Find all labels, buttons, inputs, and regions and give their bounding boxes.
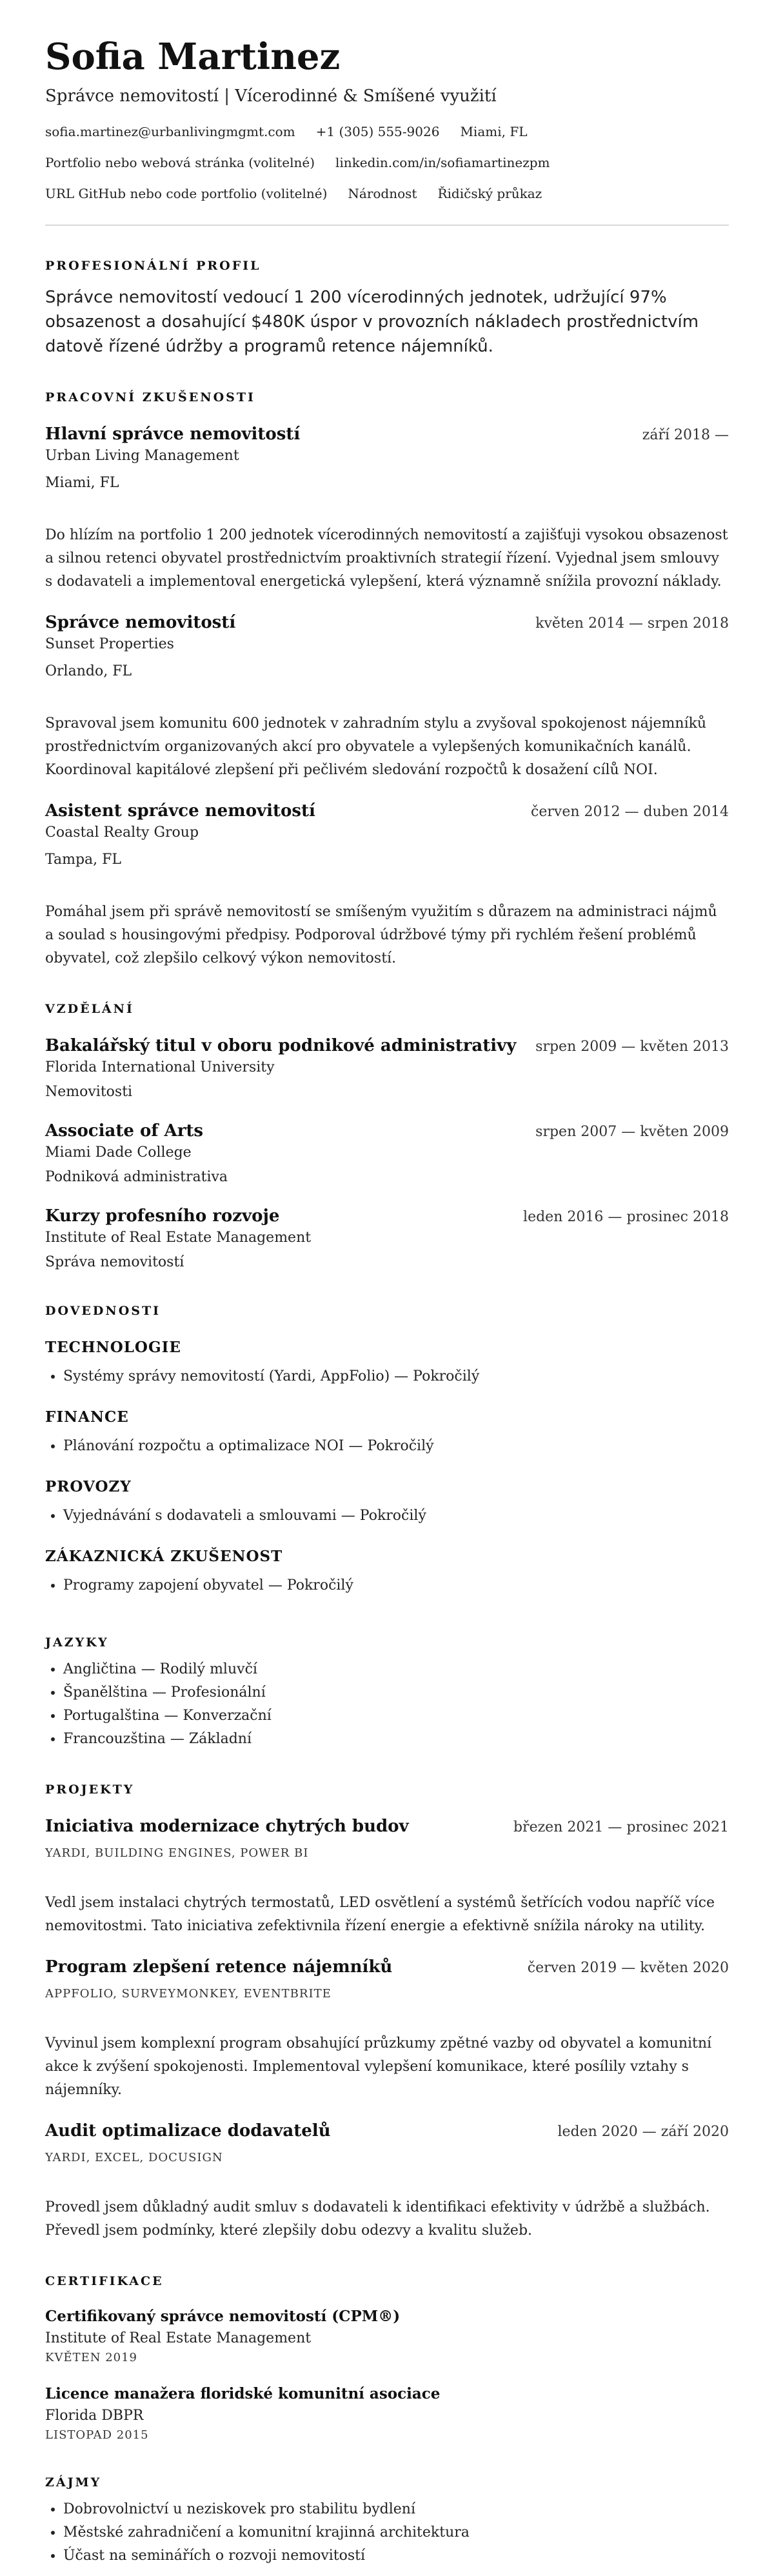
experience-entry [45, 800, 729, 970]
cert-title: Certifikovaný správce nemovitostí (CPM®) [45, 2308, 401, 2325]
language-item: • Angličtina — Rodilý mluvčí [63, 1658, 729, 1681]
degree-field: Podniková administrativa [45, 1169, 228, 1185]
linkedin-link[interactable]: linkedin.com/in/sofiamartinezpm [335, 155, 550, 170]
skill-item: • Programy zapojení obyvatel — Pokročilý [63, 1574, 729, 1597]
job-date: květen 2014 — srpen 2018 [535, 615, 729, 632]
job-title: Asistent správce nemovitostí [45, 801, 315, 821]
job-company: Urban Living Management [45, 448, 239, 464]
interest-item: • Účast na seminářích o rozvoji nemovitostí [63, 2544, 729, 2568]
job-date: červen 2012 — duben 2014 [531, 804, 729, 820]
email-link[interactable]: sofia.martinez@urbanlivingmgmt.com [45, 124, 295, 139]
degree-school: Florida International University [45, 1059, 275, 1075]
job-title: Správce nemovitostí [45, 613, 236, 632]
education-heading: VZDĚLÁNÍ [45, 1002, 134, 1016]
project-description: Vedl jsem instalaci chytrých termostatů, LED osvětlení a systémů šetřících vodou napříč více nemovitostmi. Tato iniciativa zefektivnila řízení energie a efektivně snížila nároky na utility. [45, 1895, 715, 1934]
skill-item: • Plánování rozpočtu a optimalizace NOI — Pokročilý [63, 1435, 729, 1458]
contact-row-extra [45, 185, 729, 203]
interest-item: • Dobrovolnictví u neziskovek pro stabilitu bydlení [63, 2498, 729, 2521]
contact-row-links [45, 154, 729, 172]
job-title: Hlavní správce nemovitostí [45, 424, 301, 444]
experience-entry [45, 423, 729, 594]
project-title: Program zlepšení retence nájemníků [45, 1957, 393, 1977]
location-text: Miami, FL [460, 124, 528, 139]
license-text: Řidičský průkaz [437, 186, 542, 201]
projects-heading: PROJEKTY [45, 1782, 135, 1797]
certifications-heading: CERTIFIKACE [45, 2274, 164, 2288]
job-description: Pomáhal jsem při správě nemovitostí se smíšeným využitím s důrazem na administraci nájmů a soulad s housingovými předpisy. Podporoval údržbové týmy při rychlém řešení problémů obyvatel, což zlepšilo celkový výkon nemovitostí. [45, 904, 717, 966]
profile-text: Správce nemovitostí vedoucí 1 200 vícerodinných jednotek, udržující 97% obsazenost a dosahující $480K úspor v provozních nákladech prostřednictvím datově řízené údržby a programů retence nájemníků. [45, 288, 699, 356]
skill-category: FINANCE [45, 1408, 129, 1426]
project-tech: YARDI, EXCEL, DOCUSIGN [45, 2151, 223, 2164]
candidate-subtitle: Správce nemovitostí | Vícerodinné & Smíšené využití [45, 86, 497, 106]
skill-category: PROVOZY [45, 1478, 132, 1495]
skill-list [45, 1574, 729, 1597]
project-tech: YARDI, BUILDING ENGINES, POWER BI [45, 1846, 309, 1860]
phone-number: +1 (305) 555-9026 [315, 124, 440, 139]
job-company: Sunset Properties [45, 636, 174, 652]
job-date: září 2018 — [642, 427, 729, 443]
cert-issuer: Florida DBPR [45, 2408, 144, 2424]
language-item: • Španělština — Profesionální [63, 1681, 729, 1704]
nationality-text: Národnost [348, 186, 417, 201]
contact-row-primary [45, 123, 729, 141]
degree-field: Nemovitosti [45, 1084, 133, 1100]
job-description: Do hlízím na portfolio 1 200 jednotek vícerodinných nemovitostí a zajišťuji vysokou obsazenost a silnou retenci obyvatel prostřednictvím proaktivních strategií řízení. Vyjednal jsem smlouvy s dodavateli a implementoval energetická vylepšení, která významně snížila provozní náklady. [45, 527, 728, 590]
languages-heading: JAZYKY [45, 1635, 109, 1650]
degree-date: srpen 2009 — květen 2013 [535, 1039, 729, 1055]
project-title: Iniciativa modernizace chytrých budov [45, 1817, 409, 1836]
experience-heading: PRACOVNÍ ZKUŠENOSTI [45, 390, 255, 404]
project-date: červen 2019 — květen 2020 [527, 1960, 729, 1976]
cert-issuer: Institute of Real Estate Management [45, 2330, 312, 2346]
job-location: Miami, FL [45, 475, 119, 491]
job-location: Tampa, FL [45, 852, 122, 868]
project-description: Vyvinul jsem komplexní program obsahující průzkumy zpětné vazby od obyvatel a komunitní akce k zvýšení spokojenosti. Implementoval vylepšení komunikace, které posílily vztahy s nájemníky. [45, 2035, 712, 2098]
experience-entry [45, 612, 729, 782]
cert-date: KVĚTEN 2019 [45, 2351, 138, 2364]
project-date: březen 2021 — prosinec 2021 [513, 1819, 729, 1835]
skill-list [45, 1435, 729, 1458]
education-entry [45, 1035, 729, 1102]
degree-title: Bakalářský titul v oboru podnikové administrativy [45, 1036, 517, 1055]
skill-list [45, 1365, 729, 1388]
candidate-name: Sofia Martinez [45, 35, 341, 78]
github-link[interactable]: URL GitHub nebo code portfolio (volitelné) [45, 186, 328, 201]
skill-item: • Vyjednávání s dodavateli a smlouvami — Pokročilý [63, 1504, 729, 1528]
degree-date: leden 2016 — prosinec 2018 [523, 1209, 729, 1225]
project-date: leden 2020 — září 2020 [557, 2124, 729, 2140]
cert-date: LISTOPAD 2015 [45, 2428, 149, 2442]
language-item: • Portugalština — Konverzační [63, 1704, 729, 1728]
interest-item: • Městské zahradničení a komunitní krajinná architektura [63, 2521, 729, 2544]
degree-date: srpen 2007 — květen 2009 [535, 1124, 729, 1140]
degree-school: Miami Dade College [45, 1144, 192, 1161]
interest-list [45, 2498, 729, 2568]
skill-item: • Systémy správy nemovitostí (Yardi, AppFolio) — Pokročilý [63, 1365, 729, 1388]
cert-title: Licence manažera floridské komunitní asociace [45, 2385, 441, 2402]
project-entry [45, 1956, 729, 2102]
header-divider [45, 225, 729, 226]
profile-heading: PROFESIONÁLNÍ PROFIL [45, 259, 261, 273]
language-item: • Francouzština — Základní [63, 1728, 729, 1751]
project-description: Provedl jsem důkladný audit smluv s dodavateli k identifikaci efektivity v údržbě a službách. Převedl jsem podmínky, které zlepšily dobu odezvy a kvalitu služeb. [45, 2199, 710, 2239]
degree-school: Institute of Real Estate Management [45, 1230, 312, 1246]
project-tech: APPFOLIO, SURVEYMONKEY, EVENTBRITE [45, 1987, 332, 2001]
skill-category: ZÁKAZNICKÁ ZKUŠENOST [45, 1548, 283, 1565]
portfolio-link[interactable]: Portfolio nebo webová stránka (volitelné) [45, 155, 315, 170]
job-location: Orlando, FL [45, 663, 132, 679]
degree-title: Associate of Arts [45, 1121, 204, 1141]
interests-heading: ZÁJMY [45, 2475, 102, 2490]
job-company: Coastal Realty Group [45, 824, 199, 841]
project-title: Audit optimalizace dodavatelů [45, 2121, 331, 2141]
skill-category: TECHNOLOGIE [45, 1339, 181, 1356]
project-entry [45, 2120, 729, 2242]
degree-field: Správa nemovitostí [45, 1254, 184, 1270]
language-list [45, 1658, 729, 1751]
degree-title: Kurzy profesního rozvoje [45, 1206, 280, 1226]
job-description: Spravoval jsem komunitu 600 jednotek v zahradním stylu a zvyšoval spokojenost nájemníků prostřednictvím organizovaných akcí pro obyvatele a vylepšených komunikačních kanálů. Koordinoval kapitálové zlepšení při pečlivém sledování rozpočtů k dosažení cílů NOI. [45, 715, 707, 778]
education-entry [45, 1120, 729, 1187]
project-entry [45, 1815, 729, 1938]
skill-list [45, 1504, 729, 1528]
skills-heading: DOVEDNOSTI [45, 1304, 161, 1318]
education-entry [45, 1205, 729, 1272]
